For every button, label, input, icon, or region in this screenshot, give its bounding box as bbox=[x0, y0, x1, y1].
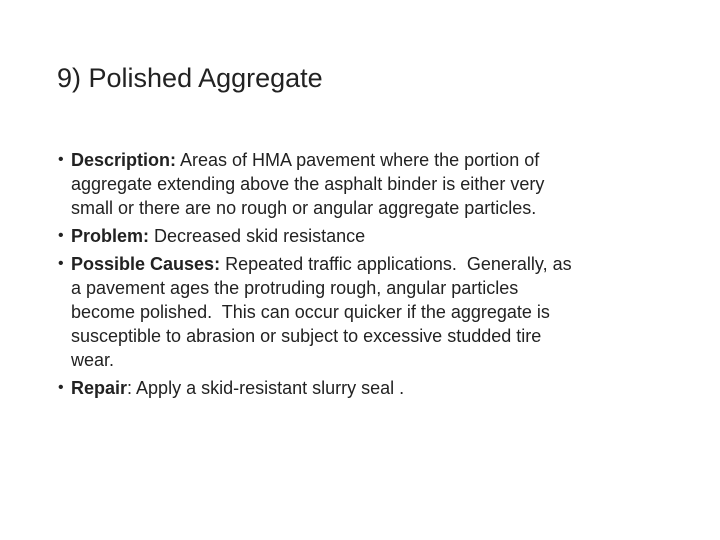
bullet-line-text: Areas of HMA pavement where the portion of bbox=[176, 150, 540, 170]
bullet-label: Problem: bbox=[71, 226, 150, 246]
bullet-line: wear. bbox=[71, 350, 115, 370]
bullet-text bbox=[71, 252, 668, 372]
bullet-line: aggregate extending above the asphalt binder is either very bbox=[71, 174, 545, 194]
bullet-text bbox=[71, 224, 668, 248]
bullet-line: small or there are no rough or angular aggregate particles. bbox=[71, 198, 537, 218]
bullet-list bbox=[58, 148, 668, 404]
bullet-label: Repair bbox=[71, 378, 128, 398]
bullet-label: Possible Causes: bbox=[71, 254, 221, 274]
bullet-dot: • bbox=[58, 379, 64, 396]
bullet-dot: • bbox=[58, 151, 64, 168]
bullet-line bbox=[71, 252, 668, 276]
bullet-line-text: Decreased skid resistance bbox=[149, 226, 366, 246]
bullet-line-text: Repeated traffic applications. Generally, as bbox=[220, 254, 572, 274]
bullet-line: a pavement ages the protruding rough, angular particles bbox=[71, 278, 519, 298]
bullet-line bbox=[71, 148, 668, 172]
bullet-problem bbox=[58, 224, 668, 248]
bullet-text bbox=[71, 148, 668, 220]
bullet-repair bbox=[58, 376, 668, 400]
bullet-possible-causes bbox=[58, 252, 668, 372]
bullet-line-text: : Apply a skid-resistant slurry seal . bbox=[127, 378, 405, 398]
bullet-line: susceptible to abrasion or subject to excessive studded tire bbox=[71, 326, 542, 346]
bullet-line: become polished. This can occur quicker if the aggregate is bbox=[71, 302, 550, 322]
bullet-description bbox=[58, 148, 668, 220]
bullet-line bbox=[71, 224, 668, 248]
bullet-dot: • bbox=[58, 227, 64, 244]
bullet-text bbox=[71, 376, 668, 400]
slide-title: 9) Polished Aggregate bbox=[57, 63, 323, 93]
bullet-line bbox=[71, 376, 668, 400]
bullet-label: Description: bbox=[71, 150, 177, 170]
bullet-dot: • bbox=[58, 255, 64, 272]
